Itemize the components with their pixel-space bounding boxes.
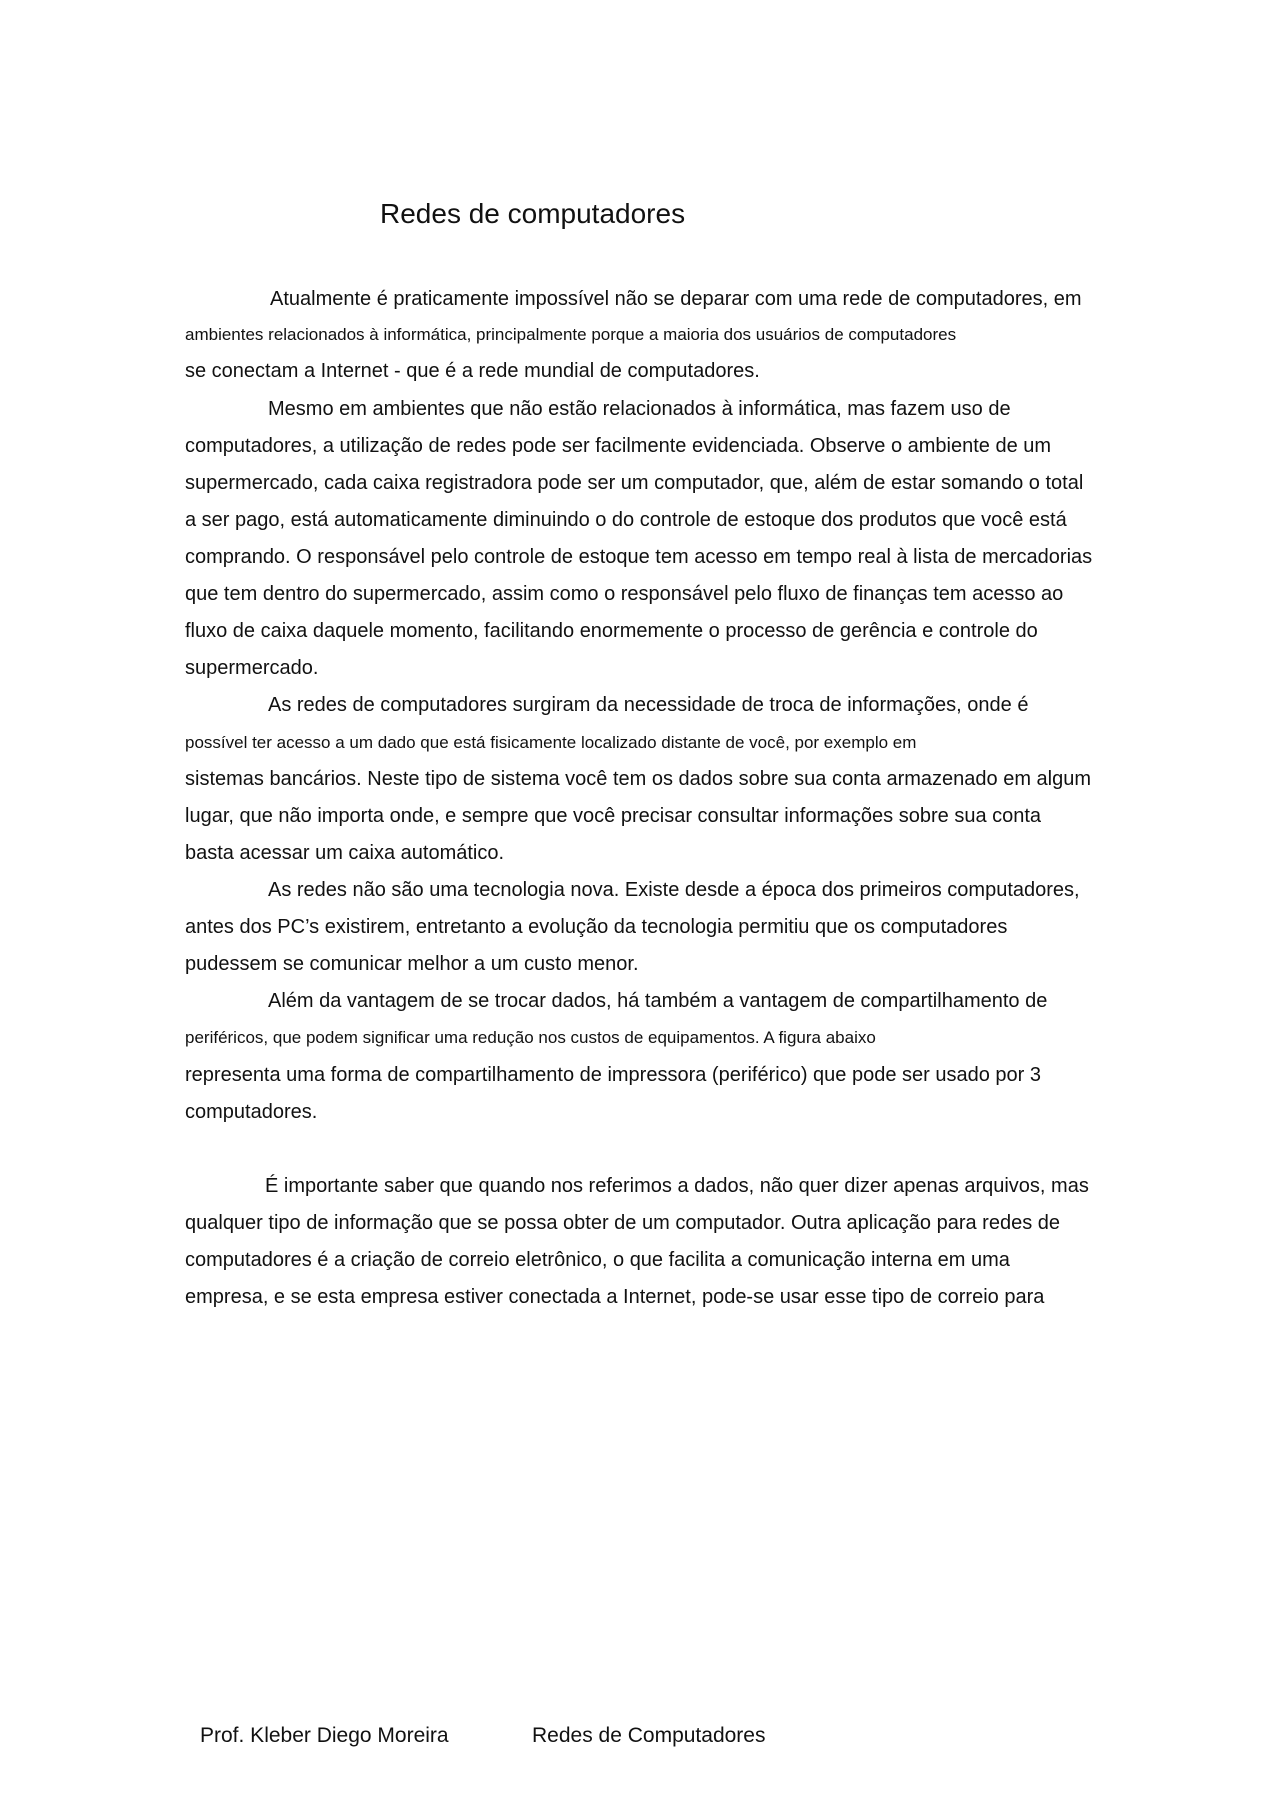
paragraph-3-line-3: sistemas bancários. Neste tipo de sistema você tem os dados sobre sua conta armazenado em algum — [185, 768, 1092, 790]
paragraph-5-line-4: computadores. — [185, 1101, 318, 1123]
paragraph-6-line-4: empresa, e se esta empresa estiver conectada a Internet, pode-se usar esse tipo de correio para — [185, 1286, 1045, 1308]
paragraph-5-line-3: representa uma forma de compartilhamento de impressora (periférico) que pode ser usado por 3 — [185, 1064, 1041, 1086]
paragraph-3-line-5: basta acessar um caixa automático. — [185, 842, 505, 864]
paragraph-1-line-3: se conectam a Internet - que é a rede mundial de computadores. — [185, 360, 760, 382]
paragraph-2-line-7: fluxo de caixa daquele momento, facilitando enormemente o processo de gerência e controle do — [185, 620, 1038, 642]
paragraph-2-line-4: a ser pago, está automaticamente diminuindo o do controle de estoque dos produtos que você está — [185, 509, 1067, 531]
document-title: Redes de computadores — [380, 198, 686, 229]
paragraph-4-line-3: pudessem se comunicar melhor a um custo menor. — [185, 953, 639, 975]
paragraph-4-line-2: antes dos PC’s existirem, entretanto a evolução da tecnologia permitiu que os computadores — [185, 916, 1008, 938]
paragraph-6-line-1: É importante saber que quando nos referimos a dados, não quer dizer apenas arquivos, mas — [265, 1175, 1089, 1197]
paragraph-5-line-2: periféricos, que podem significar uma redução nos custos de equipamentos. A figura abaixo — [185, 1028, 876, 1047]
paragraph-4-line-1: As redes não são uma tecnologia nova. Existe desde a época dos primeiros computadores, — [268, 879, 1080, 901]
paragraph-6-line-3: computadores é a criação de correio eletrônico, o que facilita a comunicação interna em uma — [185, 1249, 1010, 1271]
paragraph-3-line-1: As redes de computadores surgiram da necessidade de troca de informações, onde é — [268, 694, 1029, 716]
paragraph-2-line-5: comprando. O responsável pelo controle de estoque tem acesso em tempo real à lista de mercadorias — [185, 546, 1093, 568]
paragraph-6-line-2: qualquer tipo de informação que se possa obter de um computador. Outra aplicação para redes de — [185, 1212, 1060, 1234]
footer-author: Prof. Kleber Diego Moreira — [200, 1724, 449, 1747]
footer-course-title: Redes de Computadores — [532, 1724, 766, 1747]
paragraph-3-line-4: lugar, que não importa onde, e sempre que você precisar consultar informações sobre sua conta — [185, 805, 1042, 827]
paragraph-1-line-1: Atualmente é praticamente impossível não se deparar com uma rede de computadores, em — [270, 288, 1082, 310]
paragraph-2-line-3: supermercado, cada caixa registradora pode ser um computador, que, além de estar somando o total — [185, 472, 1084, 494]
paragraph-2-line-1: Mesmo em ambientes que não estão relacionados à informática, mas fazem uso de — [268, 398, 1011, 420]
paragraph-2-line-8: supermercado. — [185, 657, 319, 679]
paragraph-3-line-2: possível ter acesso a um dado que está fisicamente localizado distante de você, por exemplo em — [185, 733, 917, 752]
paragraph-5-line-1: Além da vantagem de se trocar dados, há também a vantagem de compartilhamento de — [268, 990, 1048, 1012]
paragraph-1-line-2: ambientes relacionados à informática, principalmente porque a maioria dos usuários de computadores — [185, 325, 957, 344]
paragraph-2-line-2: computadores, a utilização de redes pode ser facilmente evidenciada. Observe o ambiente de um — [185, 435, 1052, 457]
paragraph-2-line-6: que tem dentro do supermercado, assim como o responsável pelo fluxo de finanças tem acesso ao — [185, 583, 1064, 605]
